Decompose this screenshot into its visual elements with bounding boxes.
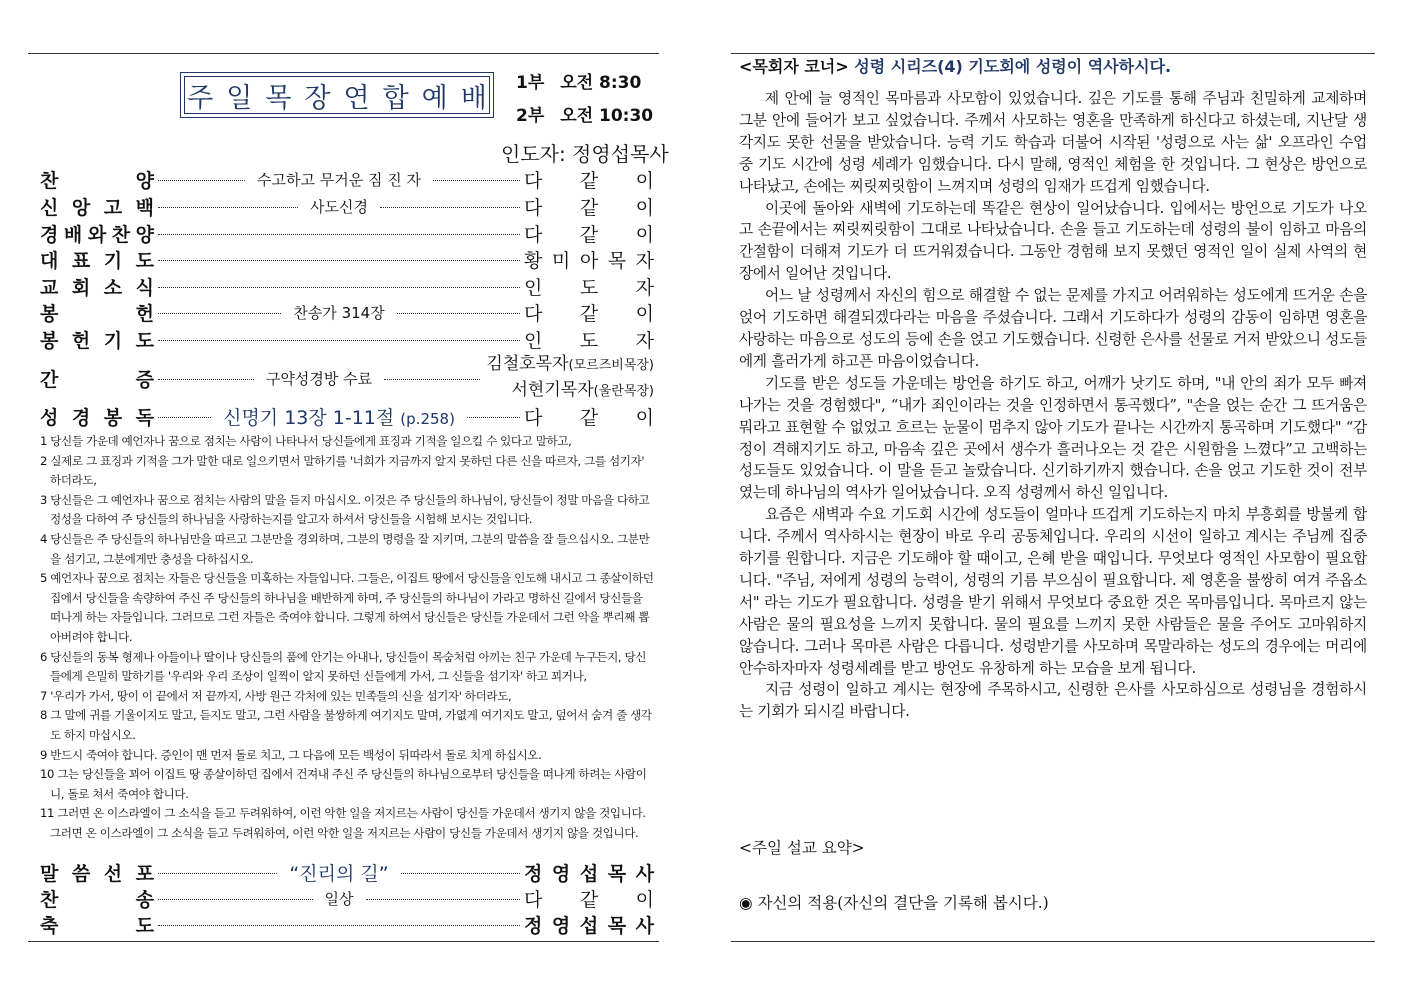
order-news	[40, 273, 654, 299]
order-label: 간 증	[40, 368, 154, 391]
order-detail: 사도신경	[310, 197, 368, 216]
scripture-verse: 3 당신들은 그 예언자나 꿈으로 점치는 사람의 말을 듣지 마십시오. 이것은 주 당신들의 하나님이, 당신들이 정말 마음을 다하고 정성을 다하여 주 당신들의 하나님을 사랑하는지를 알고자 하셔서 당신들을 시험해 보시는 것입니다.	[40, 492, 650, 527]
scripture-verse: 7 '우리가 가서, 땅이 이 끝에서 저 끝까지, 사방 원근 각처에 있는 민족들의 신을 섬기자' 하더라도,	[40, 688, 512, 703]
order-prayer	[40, 246, 654, 272]
worship-leader: 인도자: 정영섭목사	[501, 142, 669, 166]
order-person: 다 같 이	[524, 302, 654, 325]
order-person: 다 같 이	[524, 196, 654, 219]
order-reading	[40, 403, 654, 429]
application-heading: ◉ 자신의 적용(자신의 결단을 기록해 봅시다.)	[739, 894, 1049, 912]
order-label: 신 앙 고 백	[40, 196, 154, 219]
order-praise	[40, 166, 654, 192]
reading-passage: 신명기 13장 1-11절 (p.258)	[223, 406, 455, 429]
order-label: 봉 헌	[40, 302, 154, 325]
scripture-verse: 2 실제로 그 표징과 기적을 그가 말한 대로 일으키면서 말하기를 '너희가 지금까지 알지 못하던 다른 신을 따르자, 그를 섬기자' 하더라도,	[40, 453, 645, 488]
order-detail: 구약성경방 수료	[265, 369, 373, 388]
order-detail: 수고하고 무거운 짐 진 자	[257, 170, 421, 189]
order-label: 대 표 기 도	[40, 249, 154, 272]
order-label: 찬 송	[40, 888, 154, 911]
sermon-summary-heading: <주일 설교 요약>	[739, 839, 865, 857]
order-label: 축 도	[40, 914, 154, 937]
pastor-corner	[739, 54, 1367, 723]
scripture-verse: 4 당신들은 주 당신들의 하나님만을 따르고 그분만을 경외하며, 그분의 명령을 잘 지키며, 그분의 말씀을 잘 들으십시오. 그분만을 섬기고, 그분에게만 충성을 다하십시오.	[40, 531, 650, 566]
order-person: 다 같 이	[524, 169, 654, 192]
pastor-corner-body	[739, 88, 1367, 723]
order-offering-prayer	[40, 326, 654, 352]
order-benediction	[40, 911, 654, 937]
paragraph: 지금 성령이 일하고 계시는 현장에 주목하시고, 신령한 은사를 사모하심으로 성령님을 경험하시는 기회가 되시길 바랍니다.	[739, 681, 1367, 721]
worship-title-box	[180, 72, 500, 118]
order-sermon	[40, 859, 654, 885]
order-label: 말 씀 선 포	[40, 862, 154, 885]
scripture-verse: 11 그러면 온 이스라엘이 그 소식을 듣고 두려워하여, 이런 악한 일을 저지르는 사람이 당신들 가운데서 생기지 않을 것입니다. 그러면 온 이스라엘이 그 소식을 듣고 두려워하여, 이런 악한 일을 저지르는 사람이 당신들 가운데서 생기지 않을 것입니다.	[40, 806, 646, 840]
scripture-verse: 9 반드시 죽여야 합니다. 증인이 맨 먼저 돌로 치고, 그 다음에 모든 백성이 뒤따라서 돌로 치게 하십시오.	[40, 747, 542, 762]
order-label: 성 경 봉 독	[40, 406, 154, 429]
order-detail: 일상	[324, 889, 354, 908]
order-hymn	[40, 885, 654, 911]
scripture-verse: 10 그는 당신들을 꾀어 이집트 땅 종살이하던 집에서 건져내 주신 주 당신들의 하나님으로부터 당신들을 떠나게 하려는 사람이니, 돌로 쳐서 죽여야 합니다.	[40, 767, 647, 801]
order-person: 인 도 자	[524, 276, 654, 299]
paragraph: 제 안에 늘 영적인 목마름과 사모함이 있었습니다. 깊은 기도를 통해 주님과 친밀하게 교제하며 그분 안에 들어가 보고 싶었습니다. 주께서 사모하는 영혼을 만족하게 하신다고 하셨는데, 지난달 생각지도 못한 선물을 받았습니다. 능력 기도 학습과 더불어 시작된 '성령으로 사는 삶' 오프라인 수업 중 기도 시간에 성령 세례가 임했습니다. 다시 말해, 영적인 체험을 한 것입니다. 그 현상은 방언으로 나타났고, 손에는 찌릿찌릿함이 느껴지며 성령의 임재가 뜨겁게 임했습니다.	[739, 90, 1367, 195]
order-person: 인 도 자	[524, 329, 654, 352]
paragraph: 요즘은 새벽과 수요 기도회 시간에 성도들이 얼마나 뜨겁게 기도하는지 마치 부흥회를 방불케 합니다. 주께서 역사하시는 현장이 바로 우리 공동체입니다. 우리의 시선이 일하고 계시는 주님께 집중하기를 원합니다. 지금은 기도해야 할 때이고, 은혜 받을 때입니다. 무엇보다 영적인 사모함이 필요합니다. "주님, 저에게 성령의 능력이, 성령의 기름 부으심이 필요합니다. 제 영혼을 불쌍히 여겨 주옵소서" 라는 기도가 필요합니다. 성령을 받기 위해서 무엇보다 중요한 것은 목마름입니다. 목마르지 않는 사람은 물의 필요성을 느끼지 못합니다. 물의 필요를 느끼지 못한 사람들은 물을 주어도 고마워하지 않습니다. 그러나 목마른 사람은 다릅니다. 성령받기를 사모하며 목말라하는 성도의 경우에는 머리에 안수하자마자 성령세례를 받고 방언도 유창하게 하는 모습을 보게 됩니다.	[739, 506, 1367, 677]
right-bottom-rule	[731, 941, 1375, 942]
order-person: 다 같 이	[524, 223, 654, 246]
order-creed	[40, 193, 654, 219]
order-label: 봉 헌 기 도	[40, 329, 154, 352]
order-detail: 찬송가 314장	[293, 303, 385, 322]
order-offering	[40, 299, 654, 325]
order-label: 경 배 와 찬 양	[40, 223, 154, 246]
order-testimony	[40, 354, 654, 402]
order-person: 다 같 이	[524, 888, 654, 911]
paragraph: 기도를 받은 성도들 가운데는 방언을 하기도 하고, 어깨가 낫기도 하며, "내 안의 죄가 모두 빠져나가는 것을 경험했다", “내가 죄인이라는 것을 인정하면서 통곡했다”, "손을 얹는 순간 그 뜨거움은 뭐라고 표현할 수 없었고 흐르는 눈물이 멈추지 않아 기도가 끝나는 시간까지 통곡하며 기도했다" “감정이 격해지기도 하고, 마음속 깊은 곳에서 생수가 흘러나오는 것 같은 시원함을 느꼈다”고 고백하는 성도들도 있었습니다. 이 말을 듣고 놀랐습니다. 신기하기까지 했습니다. 손을 얹고 기도한 것이 전부였는데 하나님의 역사가 일어났습니다. 오직 성령께서 하신 일입니다.	[739, 374, 1367, 502]
scripture-verse: 1 당신들 가운데 예언자나 꿈으로 점치는 사람이 나타나서 당신들에게 표징과 기적을 일으킬 수 있다고 말하고,	[40, 434, 572, 448]
order-person: 정 영 섭 목 사	[524, 914, 654, 937]
worship-title: 주일목장연합예배	[187, 82, 500, 114]
left-bottom-rule	[28, 941, 659, 942]
scripture-verse: 5 예언자나 꿈으로 점치는 자들은 당신들을 미혹하는 자들입니다. 그들은, 이집트 땅에서 당신들을 인도해 내시고 그 종살이하던 집에서 당신들을 속량하여 주신 주 당신들의 하나님을 배반하게 하며, 주 당신들의 하나님이 가라고 명하신 길에서 당신들을 떠나게 하는 자들입니다. 그러므로 그런 자들은 죽여야 합니다. 그렇게 하여서 당신들은 당신들 가운데서 그런 악을 뿌리째 뽑아버려야 합니다.	[40, 571, 654, 644]
paragraph: 어느 날 성령께서 자신의 힘으로 해결할 수 없는 문제를 가지고 어려워하는 성도에게 뜨거운 손을 얹어 기도하면 해결되겠다라는 마음을 주셨습니다. 그래서 기도하다가 성령의 감동이 임하면 영혼을 사랑하는 마음으로 성도의 등에 손을 얹고 기도했습니다. 신령한 은사를 선물로 거저 받았으니 성도들에게 흘러가게 하고픈 마음이었습니다.	[739, 287, 1367, 370]
order-label: 찬 양	[40, 169, 154, 192]
order-label: 교 회 소 식	[40, 276, 154, 299]
left-top-rule	[28, 53, 659, 54]
order-person: 황 미 아 목 자	[524, 249, 654, 272]
service-time-2: 2부 오전 10:30	[516, 106, 654, 126]
scripture-verse: 6 당신들의 동복 형제나 아들이나 딸이나 당신들의 품에 안기는 아내나, 당신들이 목숨처럼 아끼는 친구 가운데 누구든지, 당신들에게 은밀히 말하기를 '우리와 우리 조상이 일찍이 알지 못하던 신들에게 가서, 그 신들을 섬기자' 하고 꾀거나,	[40, 649, 647, 684]
order-person: 다 같 이	[524, 406, 654, 429]
paragraph: 이곳에 돌아와 새벽에 기도하는데 똑같은 현상이 일어났습니다. 입에서는 방언으로 기도가 나오고 손끝에서는 찌릿찌릿함이 그대로 나타났습니다. 손을 들고 기도하는데 성령의 불이 임하고 마음의 간절함이 더해져 기도가 더 뜨거워졌습니다. 그동안 경험해 보지 못했던 영적인 일이 실제 사역의 현장에서 일어난 것입니다.	[739, 199, 1367, 283]
scripture-text	[40, 432, 654, 843]
order-worship-praise	[40, 220, 654, 246]
scripture-verse: 8 그 말에 귀를 기울이지도 말고, 듣지도 말고, 그런 사람을 불쌍하게 여기지도 말며, 가엾게 여기지도 말고, 덮어서 숨겨 줄 생각도 하지 마십시오.	[40, 708, 652, 742]
pastor-corner-heading: <목회자 코너> 성령 시리즈(4) 기도회에 성령이 역사하시다.	[739, 57, 1172, 76]
service-time-1: 1부 오전 8:30	[516, 73, 642, 93]
testimony-names: 김철호목자(모르즈비목장) 서현기목자(울란목장)	[486, 354, 655, 400]
sermon-title: “진리의 길”	[289, 862, 389, 885]
order-person: 정 영 섭 목 사	[524, 862, 654, 885]
